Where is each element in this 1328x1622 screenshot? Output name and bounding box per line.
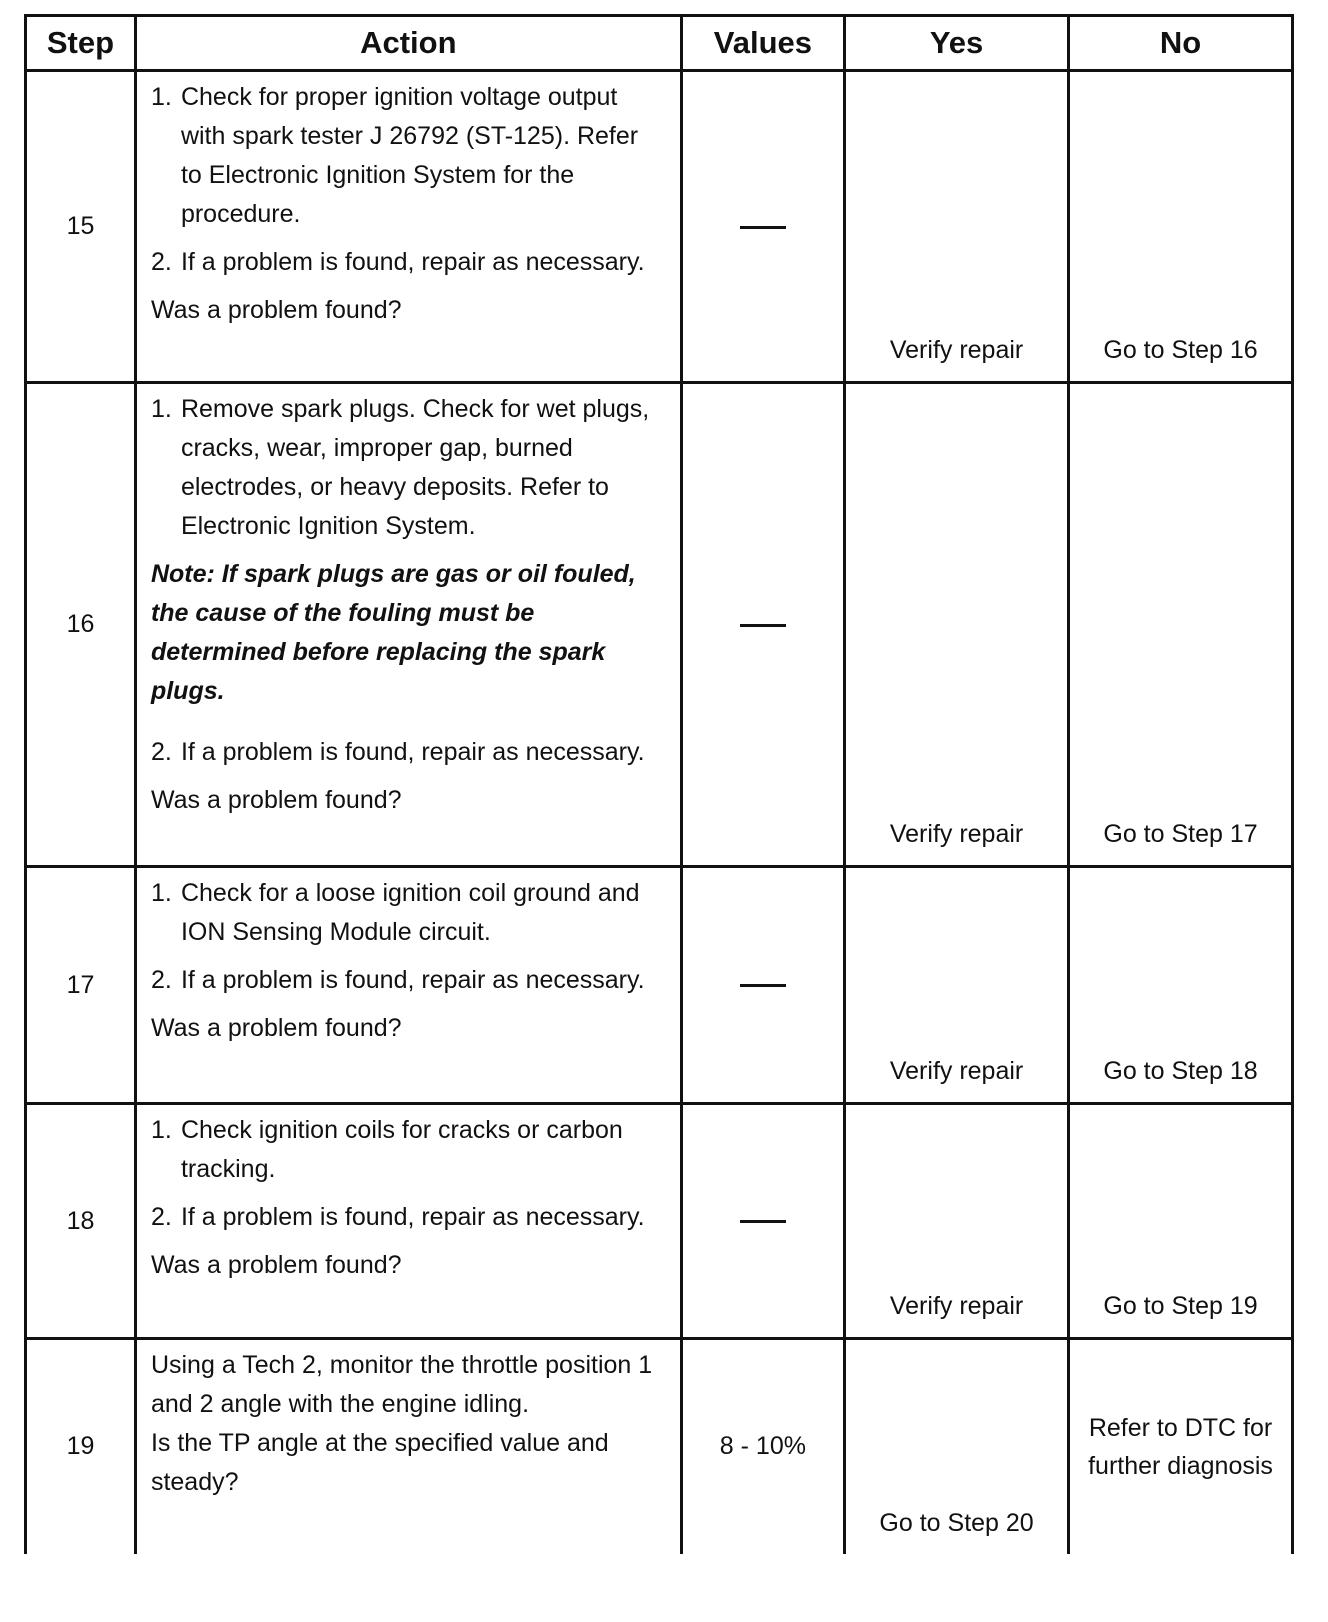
item-text: Check for a loose ignition coil ground and ION Sensing Module circuit. — [180, 879, 640, 946]
action-item — [151, 1198, 666, 1237]
table-row-step-19 — [26, 1339, 1293, 1554]
item-text: If a problem is found, repair as necessary. — [180, 738, 645, 766]
item-number: 1. — [150, 879, 172, 907]
empty-value-dash — [740, 624, 786, 627]
item-number: 1. — [150, 395, 172, 423]
values-cell — [681, 1104, 844, 1339]
yes-cell — [845, 1104, 1069, 1339]
no-result: Go to Step 16 — [1103, 336, 1258, 364]
item-number: 2. — [150, 966, 172, 994]
item-text: If a problem is found, repair as necessary. — [180, 1203, 645, 1231]
no-cell — [1069, 1104, 1293, 1339]
yes-result: Verify repair — [889, 336, 1024, 364]
table-row-step-18 — [26, 1104, 1293, 1339]
note-text: Note: If spark plugs are gas or oil fouled, the cause of the fouling must be determined before replacing the spark plugs. — [150, 560, 636, 705]
action-cell — [135, 867, 681, 1104]
step-number: 18 — [26, 1104, 136, 1339]
question-text: Is the TP angle at the specified value and steady? — [150, 1429, 609, 1496]
no-cell — [1069, 867, 1293, 1104]
action-cell — [135, 1104, 681, 1339]
header-row — [26, 16, 1293, 71]
no-cell — [1069, 383, 1293, 867]
header-values: Values — [681, 16, 844, 71]
yes-result: Go to Step 20 — [879, 1508, 1034, 1537]
yes-result: Verify repair — [889, 1292, 1024, 1320]
values-cell — [681, 71, 844, 383]
step-number: 19 — [26, 1339, 136, 1554]
item-number: 2. — [150, 248, 172, 276]
action-text: Using a Tech 2, monitor the throttle position 1 and 2 angle with the engine idling. — [150, 1351, 653, 1418]
question-text: Was a problem found? — [150, 786, 402, 814]
action-cell — [135, 383, 681, 867]
question-text: Was a problem found? — [150, 296, 402, 324]
no-result: Go to Step 19 — [1103, 1292, 1258, 1320]
header-no: No — [1069, 16, 1293, 71]
action-item — [151, 390, 666, 546]
empty-value-dash — [740, 984, 786, 987]
item-number: 1. — [150, 1116, 172, 1144]
action-cell — [135, 1339, 681, 1554]
yes-cell — [845, 71, 1069, 383]
action-item — [151, 961, 666, 1000]
table-row-step-16 — [26, 383, 1293, 867]
question-text: Was a problem found? — [150, 1251, 402, 1279]
item-text: Check for proper ignition voltage output with spark tester J 26792 (ST-125). Refer to Electronic Ignition System for the procedure. — [180, 83, 639, 228]
diagnostic-table — [24, 14, 1294, 1554]
action-item — [151, 874, 666, 952]
item-text: If a problem is found, repair as necessary. — [180, 966, 645, 994]
empty-value-dash — [740, 226, 786, 229]
yes-result: Verify repair — [889, 820, 1024, 848]
header-yes: Yes — [845, 16, 1069, 71]
item-text: Check ignition coils for cracks or carbon tracking. — [180, 1116, 623, 1183]
step-number: 17 — [26, 867, 136, 1104]
no-cell — [1069, 71, 1293, 383]
yes-cell — [845, 383, 1069, 867]
no-result: Go to Step 18 — [1103, 1057, 1258, 1085]
empty-value-dash — [740, 1220, 786, 1223]
item-text: If a problem is found, repair as necessary. — [180, 248, 645, 276]
step-number: 15 — [26, 71, 136, 383]
values-cell: 8 - 10% — [681, 1339, 844, 1554]
yes-cell — [845, 1339, 1069, 1554]
item-number: 2. — [150, 738, 172, 766]
header-action: Action — [135, 16, 681, 71]
table-row-step-17 — [26, 867, 1293, 1104]
item-number: 2. — [150, 1203, 172, 1231]
yes-result: Verify repair — [889, 1057, 1024, 1085]
item-number: 1. — [150, 83, 172, 111]
action-item — [151, 78, 666, 234]
action-item — [151, 1111, 666, 1189]
action-item — [151, 733, 666, 772]
item-text: Remove spark plugs. Check for wet plugs, cracks, wear, improper gap, burned electrodes, or heavy deposits. Refer to Electronic Ignition System. — [180, 395, 650, 540]
no-cell: Refer to DTC for further diagnosis — [1069, 1339, 1293, 1554]
yes-cell — [845, 867, 1069, 1104]
no-result: Go to Step 17 — [1103, 820, 1258, 848]
question-text: Was a problem found? — [150, 1014, 402, 1042]
header-step: Step — [26, 16, 136, 71]
values-cell — [681, 867, 844, 1104]
action-cell — [135, 71, 681, 383]
table-row-step-15 — [26, 71, 1293, 383]
values-cell — [681, 383, 844, 867]
step-number: 16 — [26, 383, 136, 867]
action-item — [151, 243, 666, 282]
